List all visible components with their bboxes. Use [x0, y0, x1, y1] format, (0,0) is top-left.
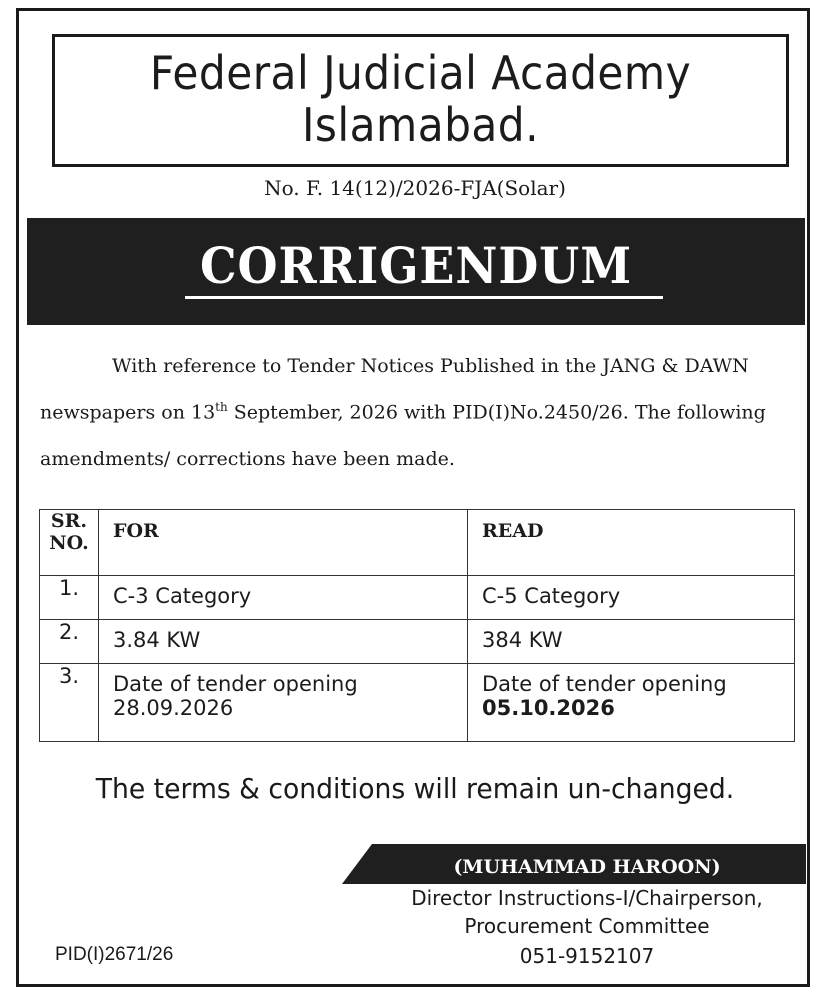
for-label: Date of tender opening: [113, 672, 358, 696]
title-underline: [185, 296, 663, 299]
signatory-name: (MUHAMMAD HAROON): [453, 856, 721, 878]
body-line-2-end: September, 2026 with PID(I)No.2450/26. The following: [227, 401, 766, 424]
title-box: [52, 34, 789, 167]
reference-number: No. F. 14(12)/2026-FJA(Solar): [264, 176, 566, 200]
signatory-designation: Director Instructions-I/Chairperson,: [411, 886, 763, 910]
body-line-2-start: newspapers on 13: [40, 401, 216, 424]
pid-number: PID(I)2671/26: [55, 944, 174, 965]
body-line-2: [40, 400, 796, 423]
row-for: C-3 Category: [99, 576, 468, 620]
table-row: [40, 664, 795, 742]
header-no: NO.: [49, 532, 89, 554]
amendments-table: [39, 509, 795, 742]
for-date: 28.09.2026: [113, 696, 234, 720]
read-date: 05.10.2026: [482, 696, 615, 720]
body-line-3: amendments/ corrections have been made.: [40, 448, 455, 470]
table-header-row: [40, 510, 795, 576]
row-for: 3.84 KW: [99, 620, 468, 664]
read-label: Date of tender opening: [482, 672, 727, 696]
institution-city: Islamabad.: [301, 98, 540, 152]
signatory-phone: 051-9152107: [519, 944, 655, 968]
row-read: C-5 Category: [468, 576, 795, 620]
row-sr: 3.: [40, 664, 99, 742]
terms-statement: The terms & conditions will remain un-changed.: [95, 772, 735, 805]
row-sr: 1.: [40, 576, 99, 620]
table-row: [40, 620, 795, 664]
ordinal-suffix: th: [215, 400, 228, 414]
signatory-committee: Procurement Committee: [464, 914, 710, 938]
body-line-1: With reference to Tender Notices Published in the JANG & DAWN: [112, 355, 749, 377]
corrigendum-banner: [27, 218, 805, 325]
row-read: 384 KW: [468, 620, 795, 664]
corrigendum-title: CORRIGENDUM: [199, 236, 633, 295]
row-for: [99, 664, 468, 742]
row-sr: 2.: [40, 620, 99, 664]
row-read: [468, 664, 795, 742]
header-for: FOR: [99, 510, 468, 576]
header-sr-no: [40, 510, 99, 576]
header-sr: SR.: [50, 510, 88, 532]
header-read: READ: [468, 510, 795, 576]
table-row: [40, 576, 795, 620]
institution-name: Federal Judicial Academy: [149, 46, 692, 100]
